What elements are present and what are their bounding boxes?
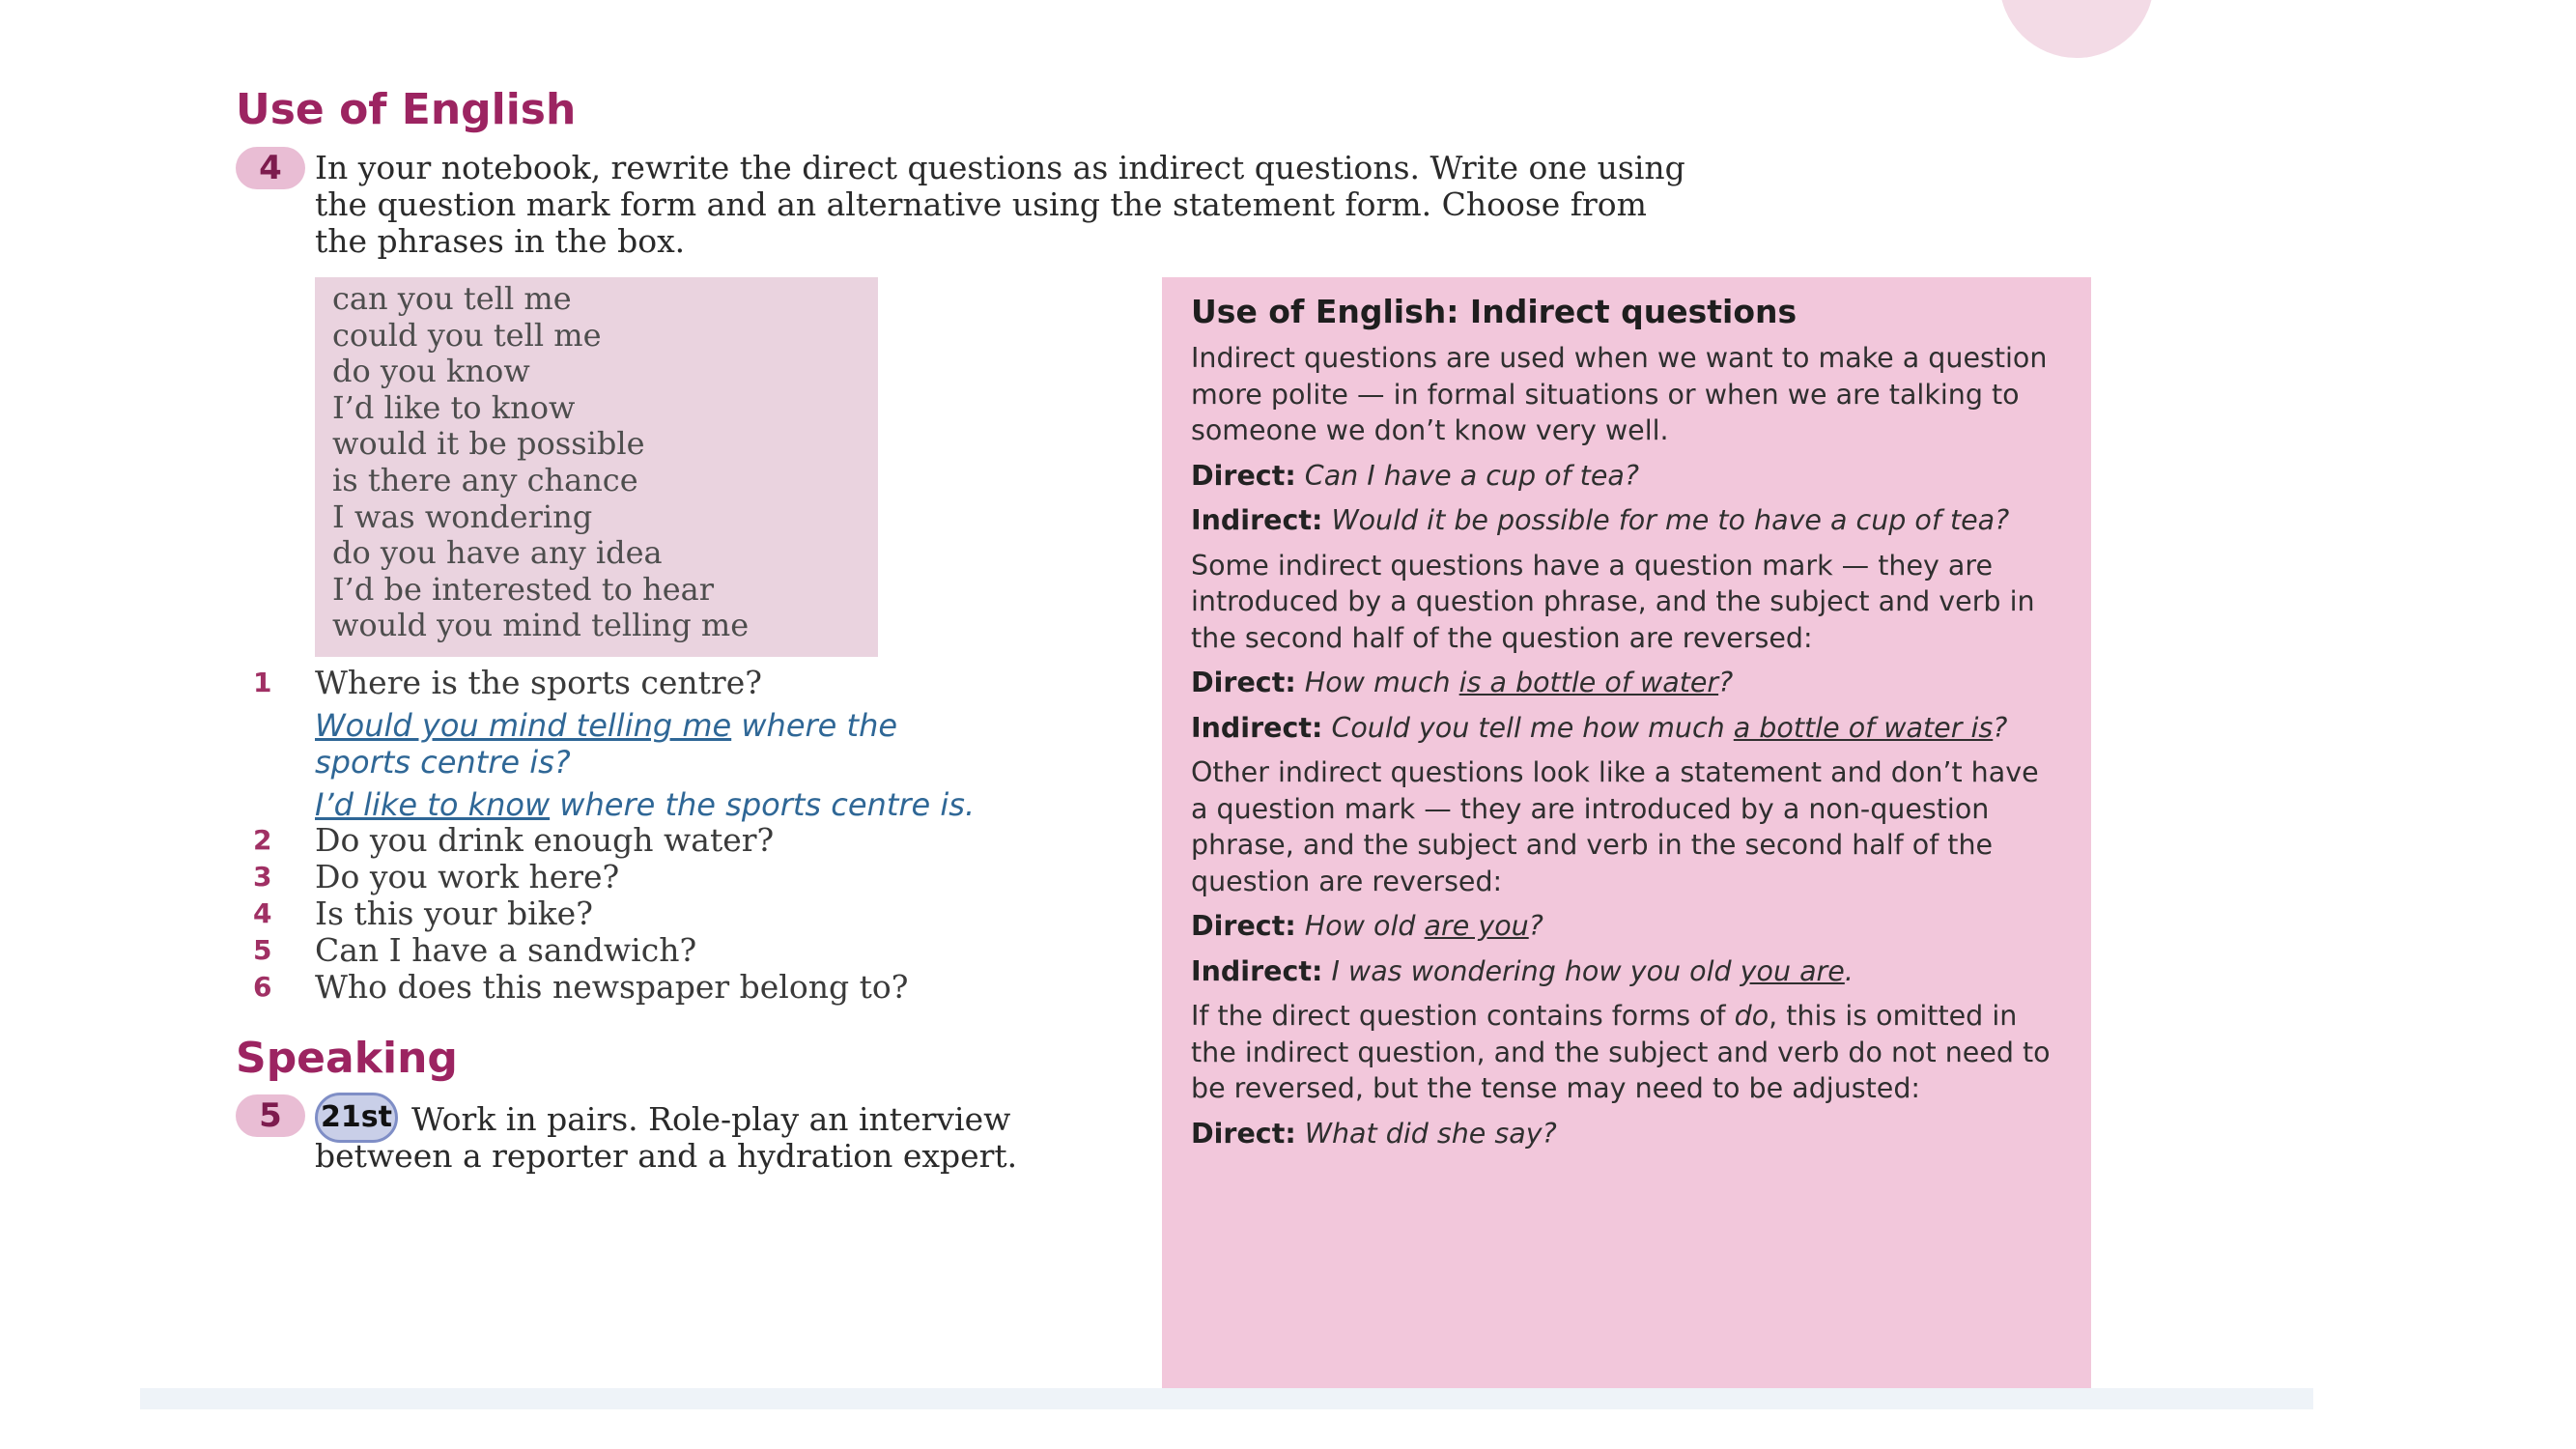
direct-label: Direct: — [1191, 910, 1296, 942]
example-underlined: are you — [1424, 910, 1529, 942]
example-underlined: a bottle of water is — [1733, 711, 1994, 744]
example-answer-1-line1 — [315, 707, 897, 744]
direct-label: Direct: — [1191, 459, 1296, 492]
example-answer-1-line2: sports centre is? — [315, 744, 571, 781]
question-number: 5 — [253, 934, 272, 966]
example-direct — [1191, 1116, 2062, 1152]
example-text: What did she say? — [1304, 1117, 1557, 1150]
example-text: Can I have a cup of tea? — [1304, 459, 1639, 492]
bottom-strip — [140, 1388, 2313, 1409]
answer-phrase: I’d like to know — [315, 786, 551, 823]
indirect-label: Indirect: — [1191, 954, 1323, 987]
phrase-item: do you know — [332, 353, 530, 390]
phrase-item: I’d be interested to hear — [332, 570, 715, 608]
question-number: 1 — [253, 667, 272, 698]
answer-rest: where the sports centre is. — [550, 786, 976, 823]
phrase-item: would it be possible — [332, 425, 645, 463]
example-underlined: is a bottle of water — [1458, 667, 1719, 698]
indirect-label: Indirect: — [1191, 711, 1323, 744]
grammar-reference-box — [1162, 277, 2091, 1388]
exercise-4-instruction: In your notebook, rewrite the direct questions as indirect questions. Write one using the question mark form and an alternative using the statement form. Choose from the phrases in the box. — [315, 149, 1685, 260]
example-part: ? — [1993, 711, 2008, 744]
example-text — [1305, 910, 1543, 942]
direct-label: Direct: — [1191, 667, 1296, 698]
phrase-box — [315, 277, 878, 657]
grammar-paragraph: Some indirect questions have a question mark — they are introduced by a question phrase, and the subject and verb in the second half of the question are reversed: — [1191, 549, 2035, 654]
answer-phrase: Would you mind telling me — [315, 707, 732, 744]
use-of-english-heading: Use of English — [236, 85, 577, 134]
question-text: Do you drink enough water? — [315, 821, 775, 859]
example-indirect — [1191, 502, 2062, 539]
example-indirect — [1191, 953, 2062, 990]
example-indirect — [1191, 710, 2062, 747]
grammar-box-title: Use of English: Indirect questions — [1191, 293, 1798, 330]
example-part: Could you tell me how much — [1331, 711, 1734, 744]
grammar-paragraph — [1191, 998, 2062, 1107]
paragraph-part: If the direct question contains forms of — [1191, 1000, 1735, 1032]
grammar-paragraph: Other indirect questions look like a statement and don’t have a question mark — they are introduced by a non-question phrase, and the subject and verb in the second half of the question are reversed: — [1191, 756, 2039, 897]
example-part: How old — [1304, 910, 1425, 942]
example-part: ? — [1528, 910, 1543, 942]
answer-rest: where the — [731, 707, 898, 744]
phrase-item: I’d like to know — [332, 388, 576, 426]
phrase-item: do you have any idea — [332, 534, 663, 572]
phrase-item: could you tell me — [332, 316, 602, 354]
phrase-item: would you mind telling me — [332, 607, 750, 644]
grammar-intro: Indirect questions are used when we want to make a question more polite — in formal situations or when we are talking to someone we don’t know very well. — [1191, 342, 2048, 446]
decorative-circle — [1999, 0, 2154, 58]
paragraph-italic: do — [1734, 1000, 1769, 1032]
question-text: Can I have a sandwich? — [315, 931, 697, 969]
question-text: Where is the sports centre? — [315, 664, 762, 701]
question-number: 2 — [253, 824, 272, 856]
example-underlined: you are — [1740, 954, 1845, 987]
paragraph-part: , this is omitted in the indirect question, and the subject and verb do not need to be reversed, but the tense may need to be adjusted: — [1191, 1000, 2051, 1104]
question-number: 4 — [253, 897, 272, 929]
example-text — [1305, 667, 1733, 698]
example-part: I was wondering how you old — [1331, 954, 1741, 987]
example-direct — [1191, 665, 2062, 701]
example-text — [1331, 955, 1853, 987]
direct-label: Direct: — [1191, 1117, 1296, 1150]
example-text — [1331, 712, 2007, 744]
exercise-5-number: 5 — [236, 1094, 305, 1137]
example-answer-2 — [315, 786, 975, 823]
question-text: Do you work here? — [315, 858, 620, 895]
phrase-item: can you tell me — [332, 280, 572, 317]
21st-century-skills-badge: 21st — [315, 1093, 398, 1143]
question-text: Is this your bike? — [315, 895, 593, 932]
phrase-item: I was wondering — [332, 497, 593, 535]
phrase-list — [332, 281, 861, 644]
question-text: Who does this newspaper belong to? — [315, 968, 909, 1006]
example-text: Would it be possible for me to have a cup of tea? — [1331, 504, 2010, 536]
exercise-4-number: 4 — [236, 147, 305, 189]
indirect-label: Indirect: — [1191, 504, 1323, 536]
phrase-item: is there any chance — [332, 461, 638, 498]
question-number: 6 — [253, 971, 272, 1003]
example-part: How much — [1304, 667, 1459, 698]
speaking-heading: Speaking — [236, 1034, 458, 1083]
question-number: 3 — [253, 861, 272, 893]
example-direct — [1191, 458, 2062, 495]
exercise-5-instruction: Work in pairs. Role-play an interview between a reporter and a hydration expert. — [315, 1100, 1018, 1175]
example-direct — [1191, 908, 2062, 945]
example-part: . — [1844, 954, 1854, 987]
example-part: ? — [1718, 667, 1734, 698]
